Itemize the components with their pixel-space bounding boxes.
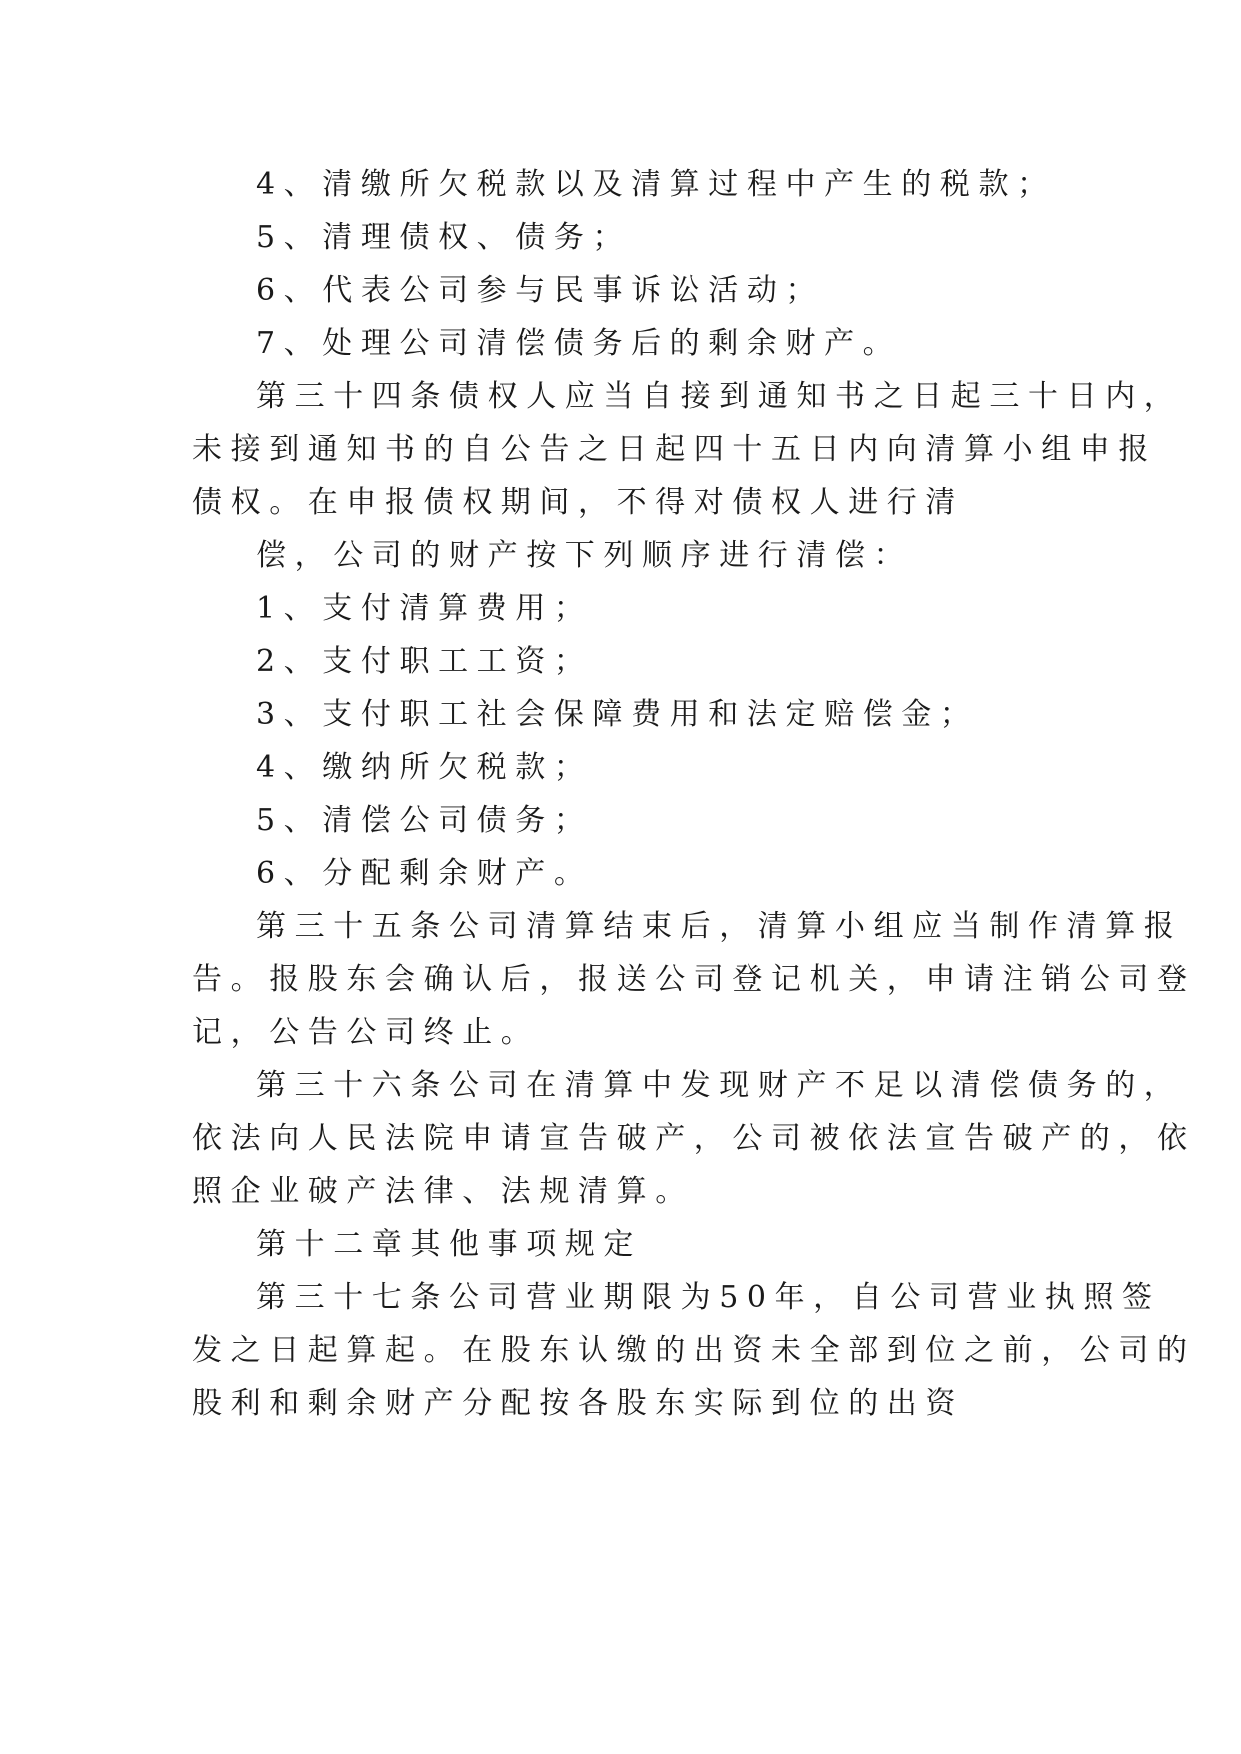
article-34-line-2: 未接到通知书的自公告之日起四十五日内向清算小组申报 <box>192 432 1157 467</box>
article-36-line-2: 依法向人民法院申请宣告破产，公司被依法宣告破产的，依 <box>192 1121 1196 1156</box>
article-34-line-3: 债权。在申报债权期间，不得对债权人进行清 <box>192 485 964 520</box>
list-item-5-settle-claims: 5、清理债权、债务； <box>256 220 632 255</box>
order-item-1: 1、支付清算费用； <box>256 591 593 626</box>
order-item-5: 5、清偿公司债务； <box>256 803 593 838</box>
article-35-line-3: 记，公告公司终止。 <box>192 1015 540 1050</box>
article-37-line-3: 股利和剩余财产分配按各股东实际到位的出资 <box>192 1386 964 1421</box>
list-item-6-litigation: 6、代表公司参与民事诉讼活动； <box>256 273 825 308</box>
article-37-line-2: 发之日起算起。在股东认缴的出资未全部到位之前，公司的 <box>192 1333 1196 1368</box>
list-item-7-remaining-assets: 7、处理公司清偿债务后的剩余财产。 <box>256 326 902 361</box>
article-34-line-1: 第三十四条债权人应当自接到通知书之日起三十日内， <box>256 379 1183 414</box>
article-37-line-1: 第三十七条公司营业期限为50年，自公司营业执照签 <box>256 1280 1161 1315</box>
order-item-6: 6、分配剩余财产。 <box>256 856 593 891</box>
order-item-2: 2、支付职工工资； <box>256 644 593 679</box>
order-item-3: 3、支付职工社会保障费用和法定赔偿金； <box>256 697 979 732</box>
article-36-line-3: 照企业破产法律、法规清算。 <box>192 1174 694 1209</box>
article-35-line-1: 第三十五条公司清算结束后，清算小组应当制作清算报 <box>256 909 1183 944</box>
chapter-12-heading: 第十二章其他事项规定 <box>256 1227 642 1262</box>
list-item-4-settle-taxes: 4、清缴所欠税款以及清算过程中产生的税款； <box>256 167 1056 202</box>
order-item-4: 4、缴纳所欠税款； <box>256 750 593 785</box>
article-36-line-1: 第三十六条公司在清算中发现财产不足以清偿债务的， <box>256 1068 1183 1103</box>
article-34-line-4: 偿，公司的财产按下列顺序进行清偿： <box>256 538 913 573</box>
article-35-line-2: 告。报股东会确认后，报送公司登记机关，申请注销公司登 <box>192 962 1196 997</box>
